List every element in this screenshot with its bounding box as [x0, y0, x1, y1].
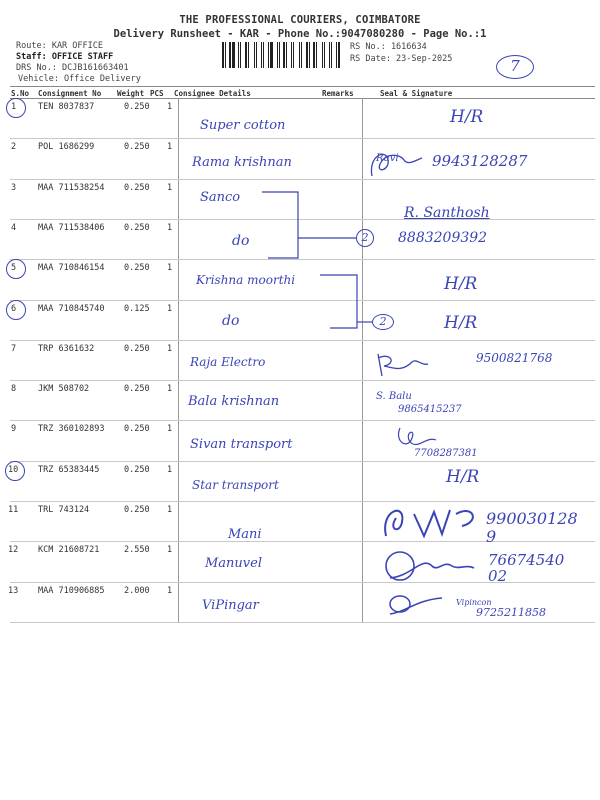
row-weight: 2.550 [124, 545, 150, 556]
row-pcs: 1 [167, 102, 173, 112]
seal-hw: H/R [450, 107, 484, 127]
row-weight: 0.250 [124, 505, 150, 515]
company-title: THE PROFESSIONAL COURIERS, COIMBATORE [179, 14, 421, 26]
row-consignment: MAA 710906885 [38, 585, 105, 596]
row-pcs: 1 [167, 303, 173, 314]
row-consignment: JKM 508702 [38, 384, 90, 395]
seal-hw: 9865415237 [398, 404, 462, 415]
col-consignee: Consignee Details [174, 89, 251, 98]
row-pcs: 1 [167, 505, 173, 515]
seal-signature-scribble [366, 146, 426, 180]
seal-hw: H/R [444, 313, 478, 333]
seal-hw: 9943128287 [432, 152, 528, 170]
col-seal: Seal & Signature [380, 89, 453, 98]
row-weight: 0.250 [124, 424, 150, 435]
row-pcs: 1 [167, 343, 173, 354]
row-pcs: 1 [167, 424, 173, 435]
row-pcs: 1 [167, 384, 173, 395]
row-weight: 0.250 [124, 102, 150, 112]
row-consignment: TRL 743124 [38, 505, 90, 515]
col-sno: S.No [11, 89, 30, 98]
row-consignment: KCM 21608721 [38, 545, 100, 556]
route-text: Route: KAR OFFICE [16, 41, 103, 51]
consignee-hw: Mani [228, 527, 262, 542]
rs-number: RS No.: 1616634 [350, 42, 427, 52]
staff-text: Staff: OFFICE STAFF [16, 52, 114, 62]
row-sno: 8 [11, 384, 17, 395]
seal-hw: 8883209392 [398, 230, 488, 246]
page-mark: 7 [496, 55, 534, 79]
row-sno: 5 [11, 263, 17, 274]
seal-signature-scribble [372, 350, 432, 380]
row-consignment: MAA 711538406 [38, 222, 105, 233]
row-consignment: TRP 6361632 [38, 343, 95, 354]
seal-signature-name: S. Balu [376, 391, 412, 402]
row-sno: 6 [11, 303, 17, 314]
row-sno: 7 [11, 343, 17, 354]
consignee-hw: Sivan transport [190, 437, 293, 452]
row-consignment: MAA 710845740 [38, 303, 105, 314]
seal-hw: 7667454002 [488, 551, 565, 585]
seal-hw: 9725211858 [476, 606, 546, 619]
seal-hw: H/R [446, 467, 480, 487]
vehicle-text: Vehicle: Office Delivery [18, 74, 141, 84]
seal-signature-scribble [386, 590, 446, 618]
row-sno: 3 [11, 182, 17, 193]
seal-hw: 7708287381 [414, 448, 478, 459]
rs-date: RS Date: 23-Sep-2025 [350, 54, 453, 64]
row-consignment: TRZ 360102893 [38, 424, 105, 435]
row-consignment: POL 1686299 [38, 142, 95, 153]
row-sno: 1 [11, 102, 17, 112]
row-weight: 0.125 [124, 303, 150, 314]
row-pcs: 1 [167, 464, 173, 475]
consignee-hw: Super cotton [200, 118, 286, 133]
consignee-hw: Raja Electro [190, 355, 266, 369]
seal-signature-scribble [378, 500, 488, 542]
runsheet-subtitle: Delivery Runsheet - KAR - Phone No.:9047080280 - Page No.:1 [113, 28, 487, 40]
row-pcs: 1 [167, 545, 173, 556]
seal-hw: 9900301289 [486, 509, 578, 546]
consignee-hw: do [232, 233, 250, 249]
row-weight: 0.250 [124, 263, 150, 274]
consignee-hw: do [222, 313, 240, 329]
row-weight: 0.250 [124, 464, 150, 475]
row-weight: 0.250 [124, 384, 150, 395]
col-consignment: Consignment No [38, 89, 102, 98]
row-sno: 9 [11, 424, 17, 435]
col-pcs: PCS [150, 89, 164, 98]
row-sno: 2 [11, 142, 17, 153]
row-pcs: 1 [167, 263, 173, 274]
col-weight: Weight [117, 89, 145, 98]
row-weight: 2.000 [124, 585, 150, 596]
row-weight: 0.250 [124, 222, 150, 233]
consignee-hw: Manuvel [205, 556, 263, 571]
row-weight: 0.250 [124, 182, 150, 193]
consignee-hw: Bala krishnan [188, 394, 280, 409]
row-consignment: MAA 710846154 [38, 263, 105, 274]
consignee-hw: Star transport [192, 478, 279, 492]
drs-text: DRS No.: DCJB161663401 [16, 63, 129, 73]
row-weight: 0.250 [124, 343, 150, 354]
row-sno: 4 [11, 222, 17, 233]
bracket-mark-2: 2 [372, 314, 394, 330]
seal-signature-name: Vipincon [456, 598, 492, 607]
bracket-mark-1: 2 [356, 229, 374, 247]
seal-hw: R. Santhosh [404, 205, 490, 221]
col-remarks: Remarks [322, 89, 354, 98]
consignee-hw: Sanco [200, 190, 241, 205]
seal-signature: Ravi [376, 153, 399, 164]
row-consignment: TEN 8037837 [38, 102, 95, 112]
row-sno: 12 [8, 545, 19, 556]
consignee-hw: Rama krishnan [192, 155, 292, 170]
row-consignment: TRZ 65383445 [38, 464, 100, 475]
consignee-hw: Krishna moorthi [196, 273, 296, 287]
seal-hw: H/R [444, 274, 478, 294]
row-pcs: 1 [167, 182, 173, 193]
row-sno: 11 [8, 505, 19, 515]
row-pcs: 1 [167, 142, 173, 153]
row-pcs: 1 [167, 222, 173, 233]
seal-hw: 9500821768 [476, 351, 553, 365]
row-sno: 10 [8, 464, 19, 475]
row-weight: 0.250 [124, 142, 150, 153]
seal-signature-scribble [382, 546, 482, 584]
row-pcs: 1 [167, 585, 173, 596]
consignee-hw: ViPingar [202, 598, 259, 613]
row-consignment: MAA 711538254 [38, 182, 105, 193]
row-sno: 13 [8, 585, 19, 596]
